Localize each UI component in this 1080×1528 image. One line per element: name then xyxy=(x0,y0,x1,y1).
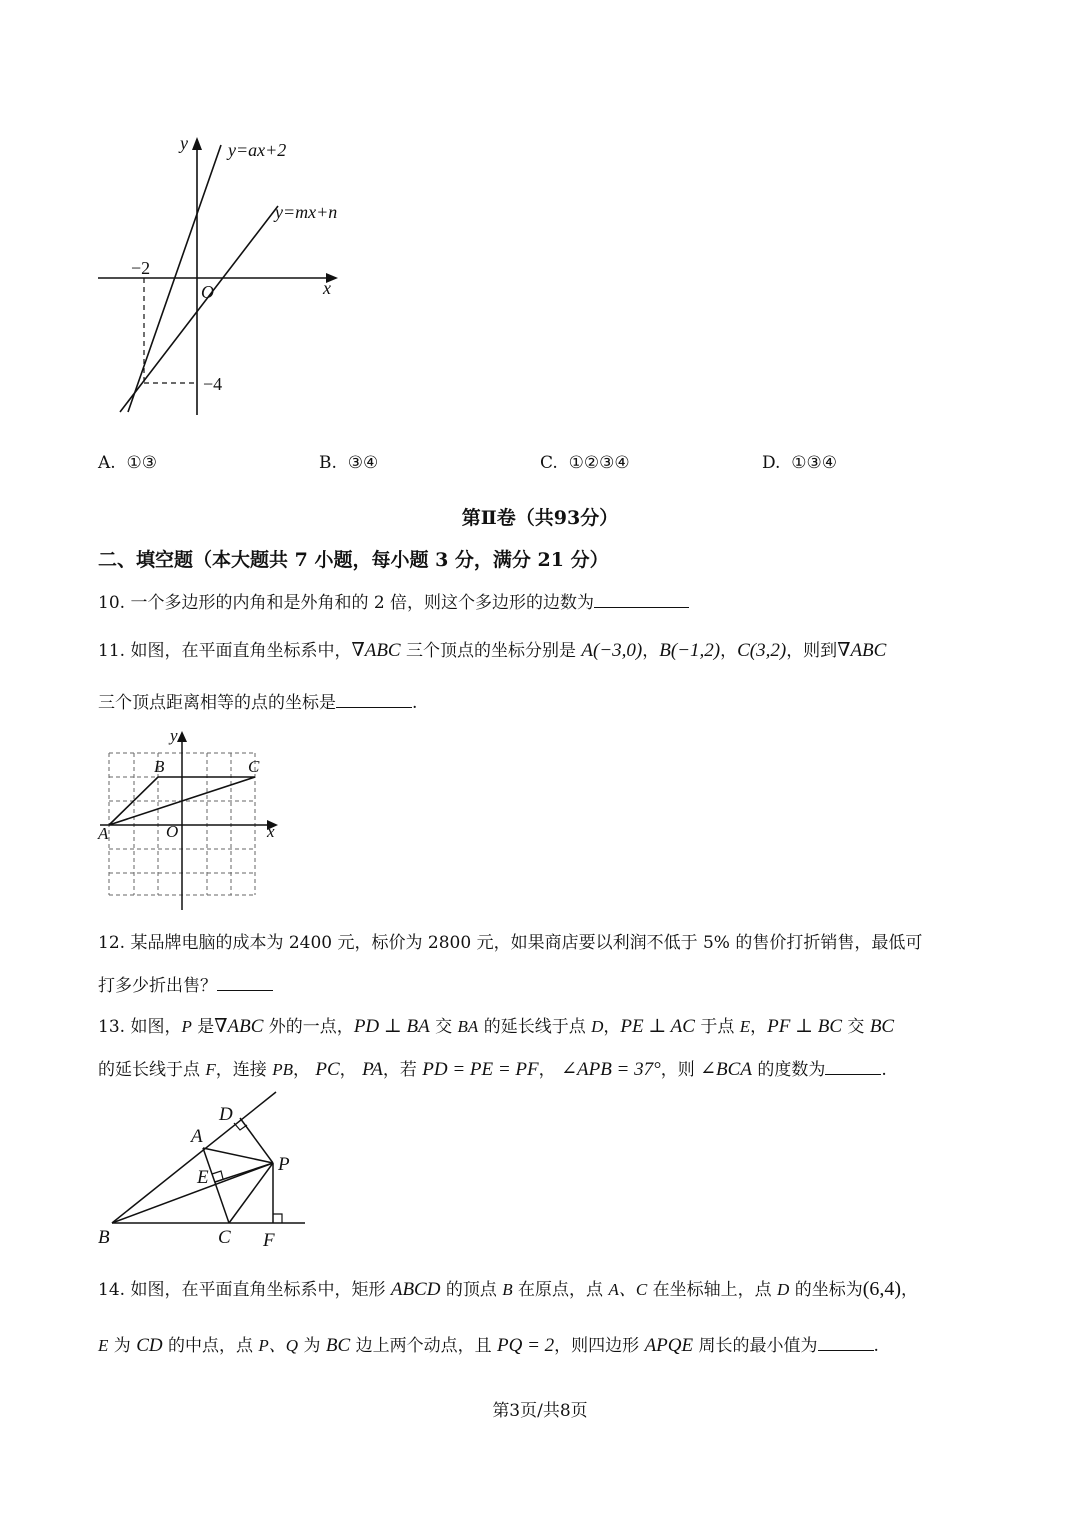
q11-fig-a: A xyxy=(98,824,109,843)
q14-t5: 的坐标为 xyxy=(789,1280,863,1300)
q10-answer-blank[interactable] xyxy=(594,593,689,608)
q13-angle1: ∠APB = 37° xyxy=(561,1059,661,1080)
q10-text: 10. 一个多边形的内角和是外角和的 2 倍，则这个多边形的边数为 xyxy=(98,593,595,613)
option-b xyxy=(319,453,378,473)
q14-t8: 的中点，点 xyxy=(162,1336,259,1356)
q11-coord-a: A(−3,0) xyxy=(581,640,643,661)
q13-t8: ， xyxy=(750,1017,768,1037)
q13-pc: PC xyxy=(315,1059,340,1080)
q14-t3: 在原点，点 xyxy=(512,1280,609,1300)
q13-fig-f: F xyxy=(263,1230,275,1251)
y-axis-arrow xyxy=(192,137,202,150)
q13-fig-c: C xyxy=(218,1227,231,1248)
q13-t2: 是 xyxy=(191,1017,215,1037)
q13-eq: PD = PE = PF xyxy=(422,1059,539,1080)
q14-e: E xyxy=(98,1336,109,1355)
q14-t9: 为 xyxy=(298,1336,326,1356)
q13-t3: 外的一点， xyxy=(263,1017,354,1037)
q11-text-b: 三个顶点的坐标分别是 xyxy=(400,641,582,661)
q13-bc: BC xyxy=(869,1016,895,1037)
q13-t6: ， xyxy=(603,1017,621,1037)
q14-cd: CD xyxy=(136,1335,163,1356)
q11-fig-y: y xyxy=(170,726,178,745)
q11-text-c: ，则到 xyxy=(786,641,838,661)
q11-triangle-2: ∇ABC xyxy=(837,640,887,661)
q12-line2-text: 打多少折出售？ xyxy=(98,976,217,996)
q14-t1: 14. 如图，在平面直角坐标系中，矩形 xyxy=(98,1280,391,1300)
q13-t17: 的度数为 xyxy=(751,1060,826,1080)
q11-fig-b: B xyxy=(154,757,165,776)
origin-label: O xyxy=(201,282,214,302)
y-tick-label: −4 xyxy=(203,374,223,394)
option-b-text: ③④ xyxy=(347,453,379,473)
option-d-letter: D. xyxy=(762,453,781,473)
q11-line2-text: 三个顶点距离相等的点的坐标是 xyxy=(98,693,336,713)
q14-bc: BC xyxy=(325,1335,351,1356)
q13-fig-e: E xyxy=(197,1167,209,1188)
q13-fig-a: A xyxy=(191,1126,203,1147)
q13-answer-blank[interactable] xyxy=(825,1060,881,1075)
q12-answer-blank[interactable] xyxy=(217,976,273,991)
q13-pb: PB xyxy=(272,1060,293,1079)
q13-t9: 交 xyxy=(842,1017,870,1037)
q11-fig-o: O xyxy=(166,822,179,841)
section-title: 第Ⅱ卷（共93分） xyxy=(461,507,619,529)
question-14-line2 xyxy=(98,1331,879,1357)
q14-pq: PQ = 2 xyxy=(497,1335,555,1356)
q13-t1: 13. 如图， xyxy=(98,1017,182,1037)
q14-t4: 在坐标轴上，点 xyxy=(647,1280,778,1300)
q13-t7: 于点 xyxy=(694,1017,740,1037)
q13-fig-b: B xyxy=(98,1227,110,1248)
q14-t12: 周长的最小值为 xyxy=(693,1336,818,1356)
x-tick-label: −2 xyxy=(131,258,151,278)
option-b-letter: B. xyxy=(319,453,337,473)
option-c-letter: C. xyxy=(540,453,558,473)
question-11-line1: 11. 如图，在平面直角坐标系中，∇ABC 三个顶点的坐标分别是 A(−3,0)，B(−1,2)，C(3,2)，则到∇ABC xyxy=(98,640,887,661)
q13-t5: 的延长线于点 xyxy=(478,1017,592,1037)
q11-fig-c: C xyxy=(248,757,260,776)
q13-t12: ， xyxy=(292,1060,316,1080)
q14-t11: ，则四边形 xyxy=(554,1336,645,1356)
q13-tri: ∇ABC xyxy=(214,1016,264,1037)
q14-t13: . xyxy=(873,1336,879,1356)
q14-t7: 为 xyxy=(108,1336,137,1356)
q13-t14: ，若 xyxy=(382,1060,423,1080)
q13-t18: . xyxy=(881,1060,887,1080)
q11-y-axis-arrow xyxy=(177,731,187,742)
question-11-line2 xyxy=(98,688,417,713)
q13-t4: 交 xyxy=(429,1017,458,1037)
q13-pd: PD ⊥ BA xyxy=(353,1016,430,1037)
q13-t16: ，则 xyxy=(660,1060,701,1080)
q11-line2-end: . xyxy=(412,693,418,713)
option-d xyxy=(762,453,837,473)
option-c xyxy=(540,453,630,473)
question-10 xyxy=(98,588,689,613)
line2-label-text: y=mx+n xyxy=(275,202,338,222)
q13-t10: 的延长线于点 xyxy=(98,1060,206,1080)
q14-t2: 的顶点 xyxy=(440,1280,503,1300)
q13-t15: ， xyxy=(538,1060,562,1080)
q13-d: D xyxy=(591,1017,604,1036)
q11-coord-b: B(−1,2) xyxy=(659,640,721,661)
q14-b: B xyxy=(502,1280,513,1299)
q13-fig-d: D xyxy=(219,1104,233,1125)
q13-e: E xyxy=(739,1017,751,1036)
question-14-line1 xyxy=(98,1275,918,1301)
q14-t10: 边上两个动点，且 xyxy=(350,1336,497,1356)
q13-pa: PA xyxy=(362,1059,383,1080)
q11-triangle: ∇ABC xyxy=(351,640,401,661)
q11-answer-blank[interactable] xyxy=(336,693,412,708)
y-axis-label: y xyxy=(180,133,188,153)
q11-fig-x: x xyxy=(267,822,275,841)
option-c-text: ①②③④ xyxy=(568,453,630,473)
q13-p: P xyxy=(181,1017,192,1036)
q13-f: F xyxy=(205,1060,216,1079)
option-d-text: ①③④ xyxy=(791,453,837,473)
x-axis-label: x xyxy=(323,278,331,298)
option-a-text: ①③ xyxy=(126,453,157,473)
question-13-line1 xyxy=(98,1012,894,1038)
q11-coord-c: C(3,2) xyxy=(737,640,787,661)
q14-answer-blank[interactable] xyxy=(818,1336,874,1351)
question-12-line1: 12. 某品牌电脑的成本为 2400 元，标价为 2800 元，如果商店要以利润不低于 5% 的售价打折销售，最低可 xyxy=(98,933,923,953)
q13-pf: PF ⊥ BC xyxy=(767,1016,842,1037)
q13-fig-p: P xyxy=(278,1154,290,1175)
option-a-letter: A. xyxy=(98,453,116,473)
q14-pq-points: P、Q xyxy=(258,1336,299,1355)
q14-abcd: ABCD xyxy=(390,1279,441,1300)
option-a xyxy=(98,453,157,473)
q14-ac: A、C xyxy=(608,1280,648,1299)
q14-coord-d: (6,4) xyxy=(862,1278,902,1300)
q13-ba: BA xyxy=(457,1017,479,1036)
q11-text-a: 11. 如图，在平面直角坐标系中， xyxy=(98,641,352,661)
page-footer: 第3页/共8页 xyxy=(492,1401,588,1421)
q14-d: D xyxy=(777,1280,790,1299)
part-heading: 二、填空题（本大题共 7 小题，每小题 3 分，满分 21 分） xyxy=(98,549,609,571)
line1-label-text: y=ax+2 xyxy=(228,140,287,160)
q13-t11: ，连接 xyxy=(215,1060,273,1080)
q13-t13: ， xyxy=(339,1060,363,1080)
q14-apqe: APQE xyxy=(644,1335,694,1356)
line2-label xyxy=(275,202,337,223)
q13-angle2: ∠BCA xyxy=(700,1059,752,1080)
q13-pe: PE ⊥ AC xyxy=(620,1016,695,1037)
q14-t6: ， xyxy=(901,1280,919,1300)
question-12-line2 xyxy=(98,971,273,996)
line1-label xyxy=(228,140,286,161)
question-13-line2 xyxy=(98,1055,887,1081)
